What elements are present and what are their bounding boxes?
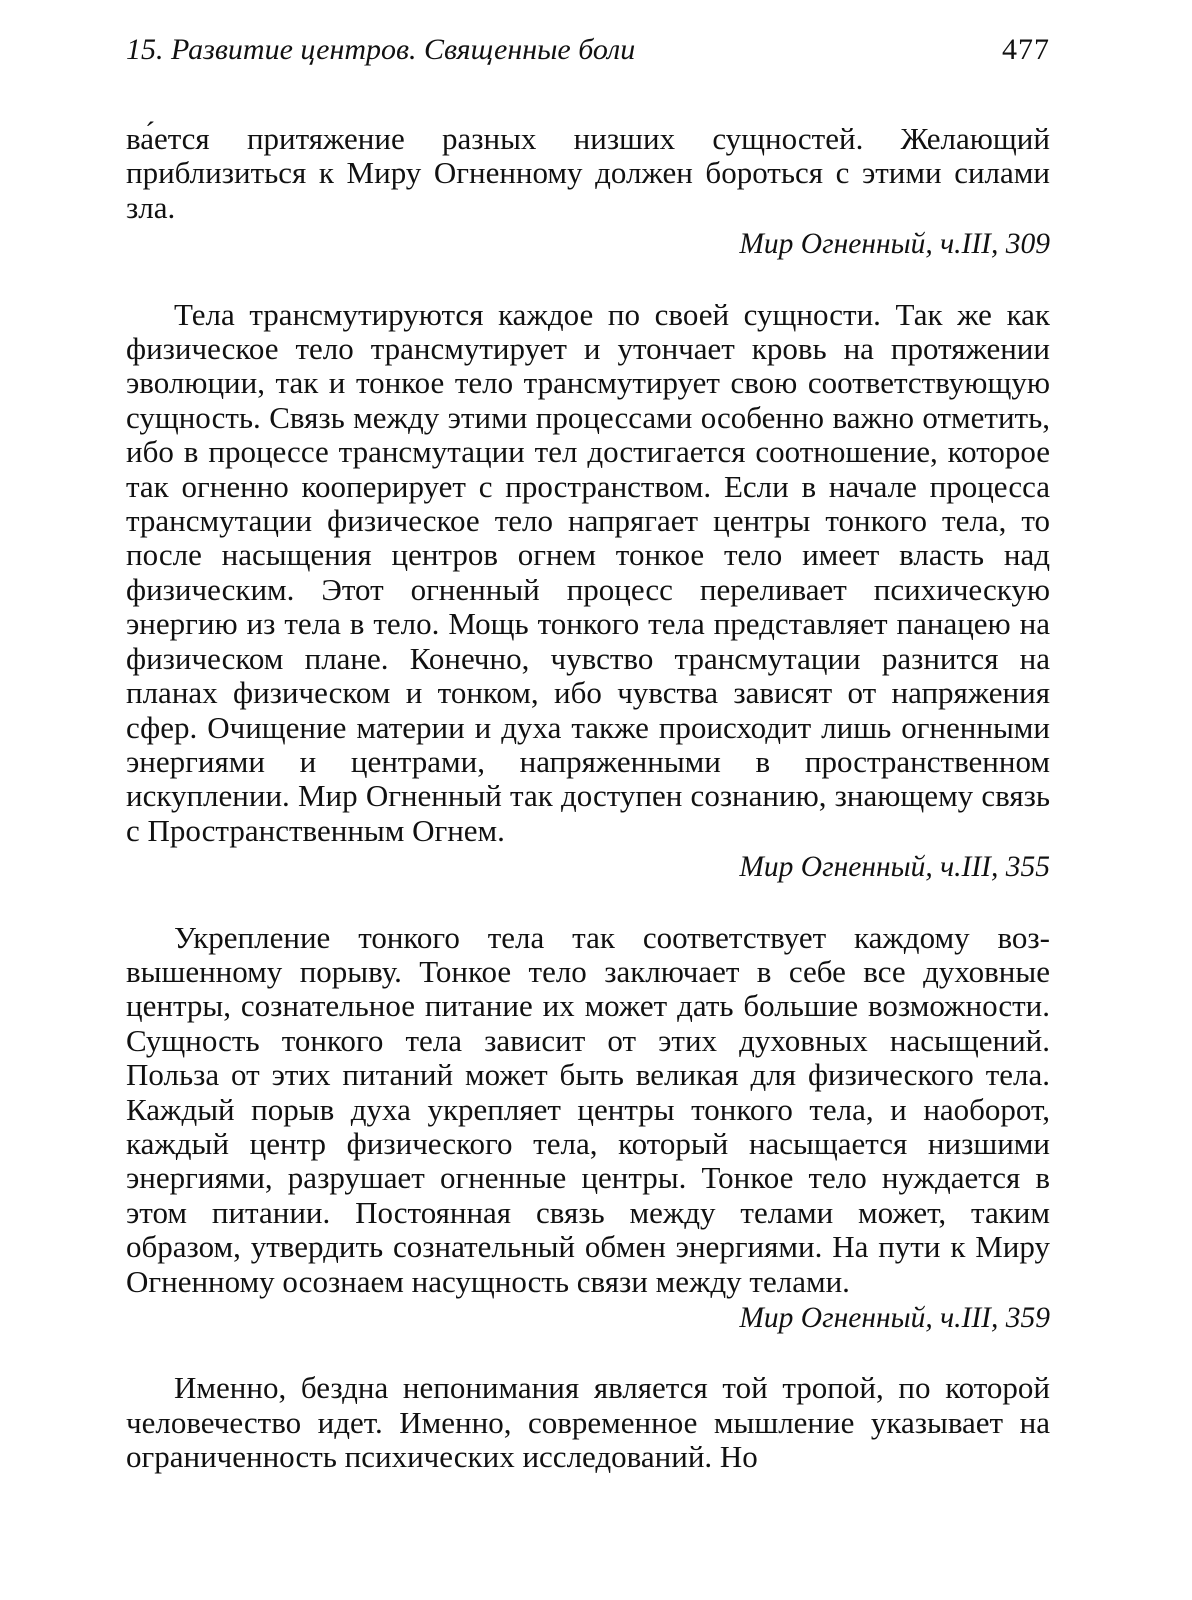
source-citation: Мир Огненный, ч.III, 355 bbox=[739, 851, 1050, 884]
paragraph-gap bbox=[126, 1335, 1050, 1371]
book-page bbox=[126, 30, 1050, 1475]
chapter-title: 15. Развитие центров. Священные боли bbox=[126, 33, 636, 66]
paragraph: Укрепление тонкого тела так соответствует каждому возвышенному порыву. Тонкое тело заключает в себе все духовные центры, сознательное питание их может дать большие возможности. Сущность тонкого тела зависит от этих духовных насыщений. Польза от этих питаний может быть великая для физического тела. Каждый порыв духа укрепляет центры тонкого тела, и наоборот, каждый центр физического тела, который насыщается низшими энергиями, разрушает огненные центры. Тонкое тело нуждается в этом питании. Постоянная связь между телами может, таким образом, утвердить сознательный обмен энергиями. На пути к Миру Огненному осознаем насущность связи между телами. bbox=[126, 919, 1050, 1299]
paragraph: Именно, бездна непонимания является той тропой, по которой человечество идет. Именно, современное мышление указывает на ограниченность психических исследований. Но bbox=[126, 1370, 1050, 1475]
paragraph-continuation: ва́ется притяжение разных низших сущностей. Желающий приблизиться к Миру Огненному должен бороться с этими силами зла. bbox=[126, 121, 1050, 225]
paragraph-gap bbox=[126, 262, 1050, 298]
paragraph: Тела трансмутируются каждое по своей сущности. Так же как физическое тело трансмутирует и утончает кровь на протяжении эволюции, так и тонкое тело трансмутирует свою соответствующую сущность. Связь между этими процессами особенно важно отметить, ибо в процессе трансмутации тел достигается соотношение, которое так огненно кооперирует с пространством. Если в начале процесса трансмутации физическое тело напрягает центры тонкого тела, то после насыщения центров огнем тонкое тело имеет власть над физическим. Этот огненный процесс переливает психическую энергию из тела в тело. Мощь тонкого тела представляет панацею на физическом плане. Конечно, чувство трансмутации разнится на планах физическом и тонком, ибо чувства зависят от напряжения сфер. Очищение материи и духа также происходит лишь огненными энергиями и центрами, напряженными в пространственном искуплении. Мир Огненный так доступен сознанию, знающему связь с Пространственным Огнем. bbox=[126, 296, 1050, 848]
source-citation: Мир Огненный, ч.III, 309 bbox=[739, 228, 1050, 261]
running-header bbox=[126, 30, 1050, 82]
paragraph-gap bbox=[126, 885, 1050, 921]
page-number: 477 bbox=[1002, 33, 1050, 66]
source-citation: Мир Огненный, ч.III, 359 bbox=[739, 1302, 1050, 1334]
